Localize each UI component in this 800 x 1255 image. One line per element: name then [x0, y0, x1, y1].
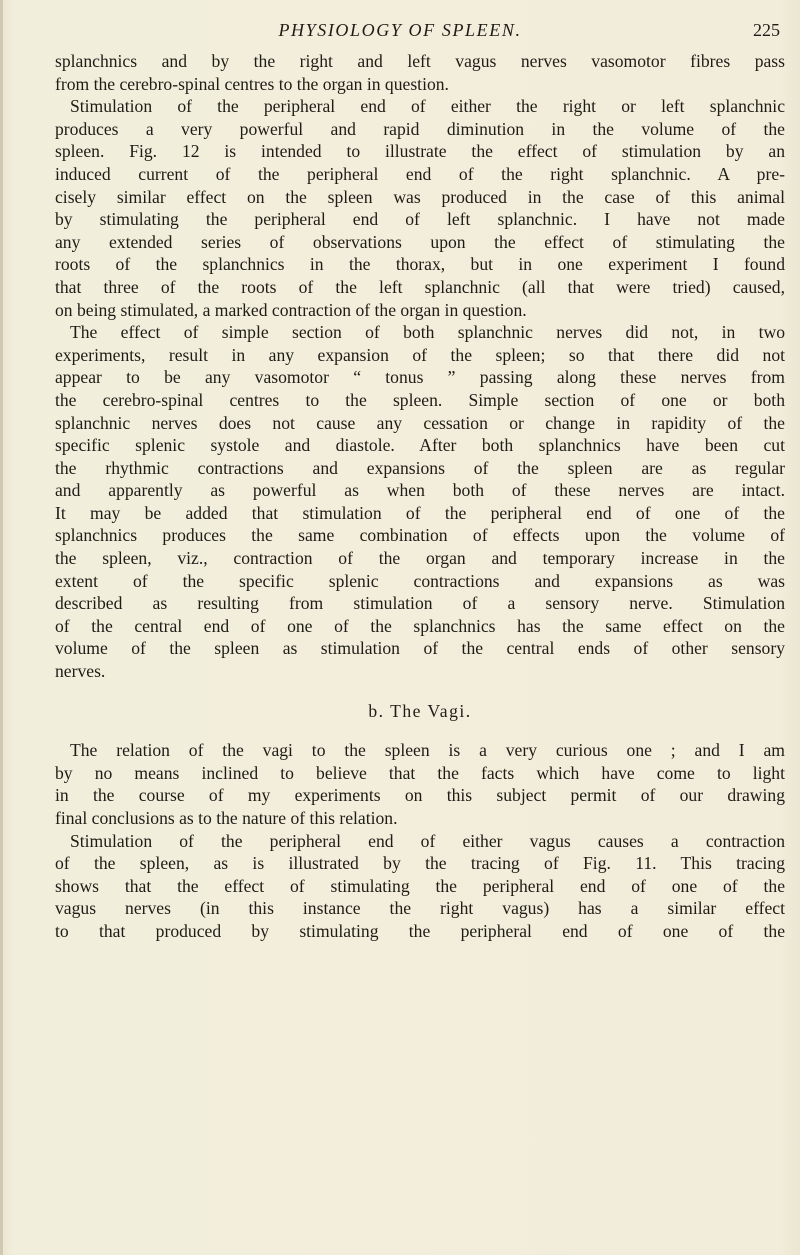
text-line: induced current of the peripheral end of the right splanchnic. A pre- [55, 163, 785, 184]
paragraph [55, 739, 785, 829]
text-line: Stimulation of the peripheral end of either the right or left splanchnic [70, 96, 785, 117]
text-line: and apparently as powerful as when both of these nerves are intact. [55, 480, 785, 501]
text-line: the cerebro-spinal centres to the spleen. Simple section of one or both [55, 389, 785, 410]
paragraph [55, 50, 785, 95]
text-line: final conclusions as to the nature of this relation. [55, 808, 398, 828]
text-line: the spleen, viz., contraction of the organ and temporary increase in the [55, 548, 785, 569]
text-line: splanchnics and by the right and left vagus nerves vasomotor fibres pass [55, 51, 785, 71]
text-line: produces a very powerful and rapid diminution in the volume of the [55, 118, 785, 139]
text-line: of the spleen, as is illustrated by the tracing of Fig. 11. This tracing [55, 853, 785, 874]
text-line: volume of the spleen as stimulation of the central ends of other sensory [55, 638, 785, 659]
text-line: of the central end of one of the splanchnics has the same effect on the [55, 615, 785, 636]
text-line: The effect of simple section of both splanchnic nerves did not, in two [70, 322, 785, 343]
text-line: the rhythmic contractions and expansions of the spleen are as regular [55, 457, 785, 478]
paragraph [55, 321, 785, 683]
text-line: It may be added that stimulation of the peripheral end of one of the [55, 502, 785, 523]
text-line: by stimulating the peripheral end of left splanchnic. I have not made [55, 209, 785, 230]
text-line: spleen. Fig. 12 is intended to illustrate the effect of stimulation by an [55, 141, 785, 162]
text-line: to that produced by stimulating the peripheral end of one of the [55, 920, 785, 941]
text-line: shows that the effect of stimulating the peripheral end of one of the [55, 875, 785, 896]
text-line: splanchnic nerves does not cause any cessation or change in rapidity of the [55, 412, 785, 433]
body-text [55, 50, 785, 943]
text-line: nerves. [55, 661, 106, 682]
text-line: described as resulting from stimulation of a sensory nerve. Stimulation [55, 593, 785, 614]
text-line: that three of the roots of the left splanchnic (all that were tried) caused, [55, 276, 785, 297]
page-header [0, 20, 800, 46]
text-line: specific splenic systole and diastole. After both splanchnics have been cut [55, 435, 785, 456]
running-title: PHYSIOLOGY OF SPLEEN. [278, 20, 522, 40]
text-line: in the course of my experiments on this subject permit of our drawing [55, 785, 785, 806]
text-line: on being stimulated, a marked contraction of the organ in question. [55, 299, 527, 320]
text-line: Stimulation of the peripheral end of either vagus causes a contraction [70, 830, 785, 851]
text-line: The relation of the vagi to the spleen is a very curious one ; and I am [70, 740, 785, 761]
paragraph [55, 830, 785, 943]
text-line: vagus nerves (in this instance the right vagus) has a similar effect [55, 898, 785, 919]
text-line: cisely similar effect on the spleen was produced in the case of this animal [55, 186, 785, 207]
section-heading: b. The Vagi. [368, 700, 472, 721]
text-line: experiments, result in any expansion of the spleen; so that there did not [55, 344, 785, 365]
text-line: any extended series of observations upon the effect of stimulating the [55, 231, 785, 252]
text-line: extent of the specific splenic contractions and expansions as was [55, 570, 785, 591]
page-number: 225 [753, 20, 780, 40]
text-line: by no means inclined to believe that the facts which have come to light [55, 762, 785, 783]
page-spine-shadow [0, 0, 3, 1255]
text-line: from the cerebro-spinal centres to the organ in question. [55, 73, 449, 94]
text-line: splanchnics produces the same combination of effects upon the volume of [55, 525, 785, 546]
text-line: roots of the splanchnics in the thorax, but in one experiment I found [55, 254, 785, 275]
paragraph [55, 95, 785, 321]
text-line: appear to be any vasomotor “ tonus ” passing along these nerves from [55, 367, 785, 388]
